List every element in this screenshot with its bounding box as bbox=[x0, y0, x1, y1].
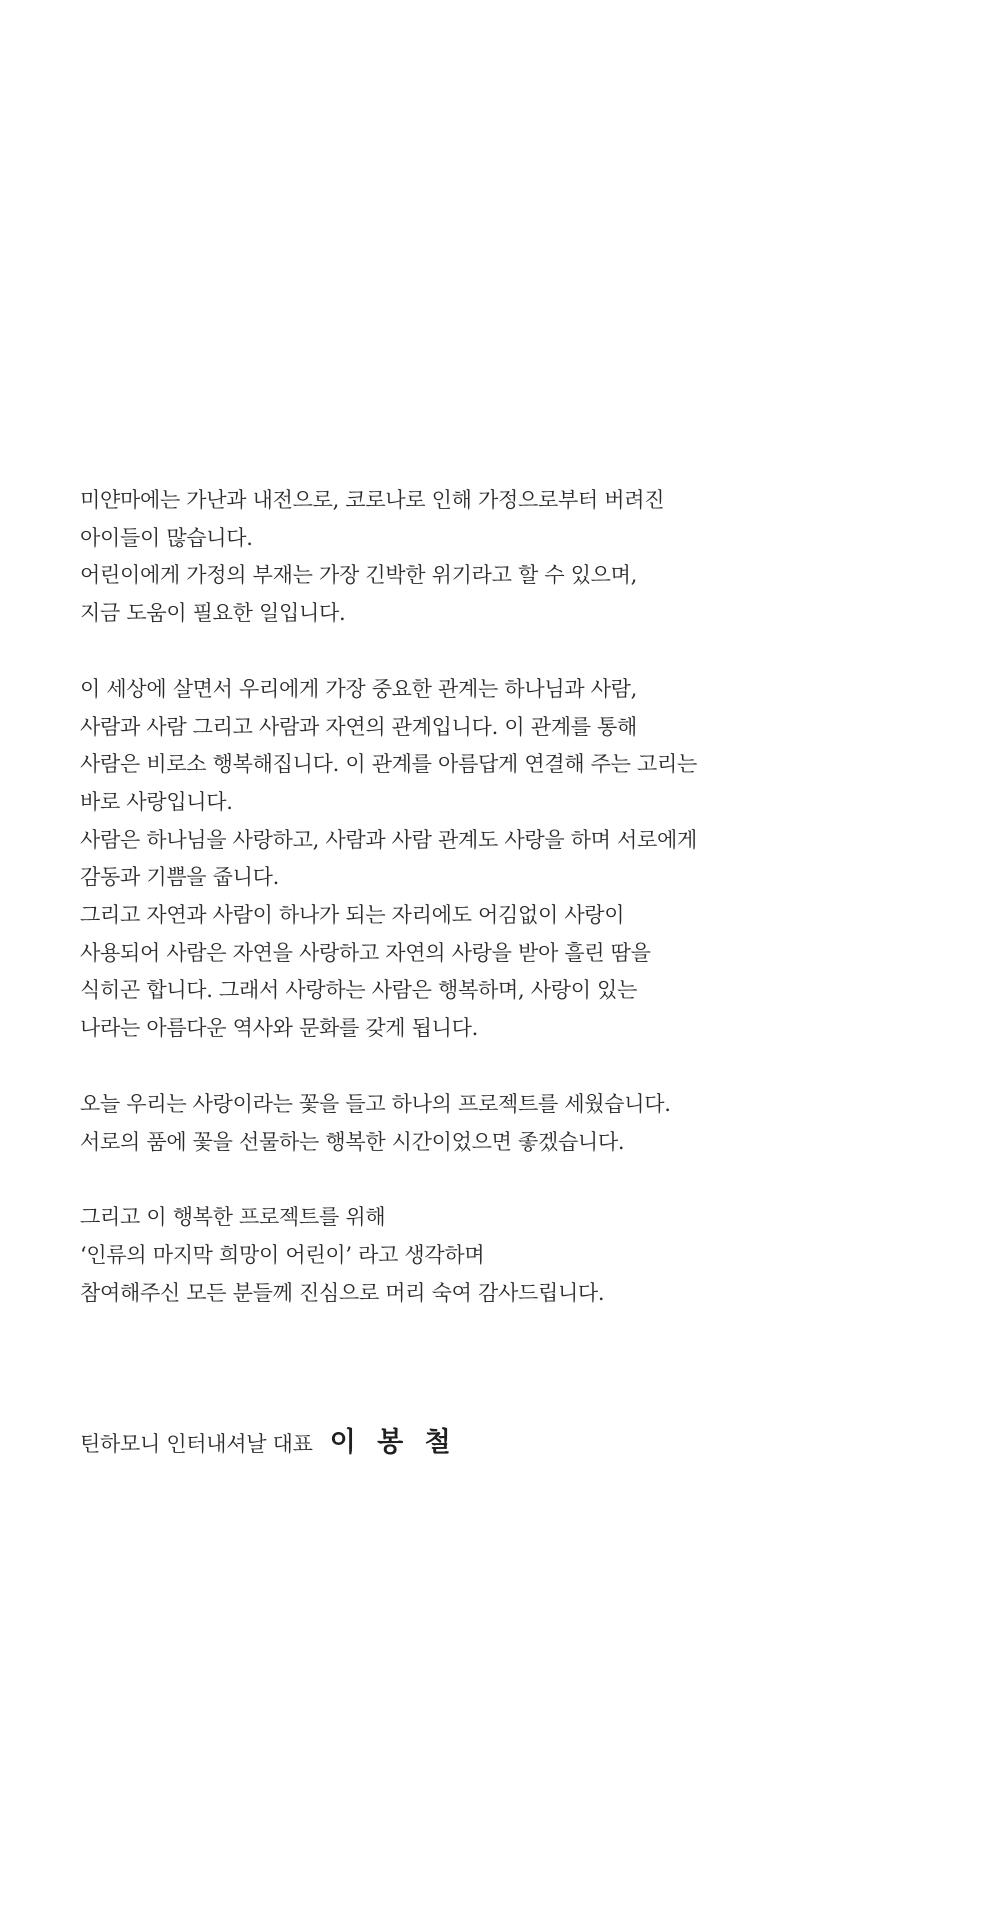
text-line: 사용되어 사람은 자연을 사랑하고 자연의 사랑을 받아 흘린 땀을 bbox=[80, 940, 651, 965]
text-line: 아이들이 많습니다. bbox=[80, 525, 253, 550]
text-line: 사람은 하나님을 사랑하고, 사람과 사람 관계도 사랑을 하며 서로에게 bbox=[80, 827, 697, 852]
text-line: 지금 도움이 필요한 일입니다. bbox=[80, 601, 346, 626]
text-line: ‘인류의 마지막 희망이 어린이’ 라고 생각하며 bbox=[80, 1242, 485, 1267]
letter-body bbox=[80, 482, 940, 1350]
text-line: 오늘 우리는 사랑이라는 꽃을 들고 하나의 프로젝트를 세웠습니다. bbox=[80, 1091, 671, 1116]
paragraph-project bbox=[80, 1086, 940, 1161]
paragraph-intro bbox=[80, 482, 940, 633]
signature-block bbox=[80, 1420, 457, 1459]
text-line: 바로 사랑입니다. bbox=[80, 789, 233, 814]
text-line: 어린이에게 가정의 부재는 가장 긴박한 위기라고 할 수 있으며, bbox=[80, 563, 638, 588]
text-line: 사람은 비로소 행복해집니다. 이 관계를 아름답게 연결해 주는 고리는 bbox=[80, 752, 697, 777]
text-line: 그리고 이 행복한 프로젝트를 위해 bbox=[80, 1205, 386, 1230]
signature-organization: 틴하모니 인터내셔날 대표 bbox=[80, 1432, 313, 1456]
text-line: 감동과 기쁨을 줍니다. bbox=[80, 865, 279, 890]
text-line: 서로의 품에 꽃을 선물하는 행복한 시간이었으면 좋겠습니다. bbox=[80, 1129, 625, 1154]
text-line: 참여해주신 모든 분들께 진심으로 머리 숙여 감사드립니다. bbox=[80, 1280, 605, 1305]
text-line: 사람과 사람 그리고 사람과 자연의 관계입니다. 이 관계를 통해 bbox=[80, 714, 638, 739]
text-line: 그리고 자연과 사람이 하나가 되는 자리에도 어김없이 사랑이 bbox=[80, 903, 625, 928]
text-line: 식히곤 합니다. 그래서 사랑하는 사람은 행복하며, 사랑이 있는 bbox=[80, 978, 638, 1003]
text-line: 나라는 아름다운 역사와 문화를 갖게 됩니다. bbox=[80, 1016, 478, 1041]
paragraph-thanks bbox=[80, 1199, 940, 1312]
text-line: 미얀마에는 가난과 내전으로, 코로나로 인해 가정으로부터 버려진 bbox=[80, 488, 665, 512]
signature-name: 이 봉 철 bbox=[329, 1427, 457, 1458]
paragraph-relationships bbox=[80, 671, 940, 1048]
text-line: 이 세상에 살면서 우리에게 가장 중요한 관계는 하나님과 사람, bbox=[80, 676, 638, 701]
